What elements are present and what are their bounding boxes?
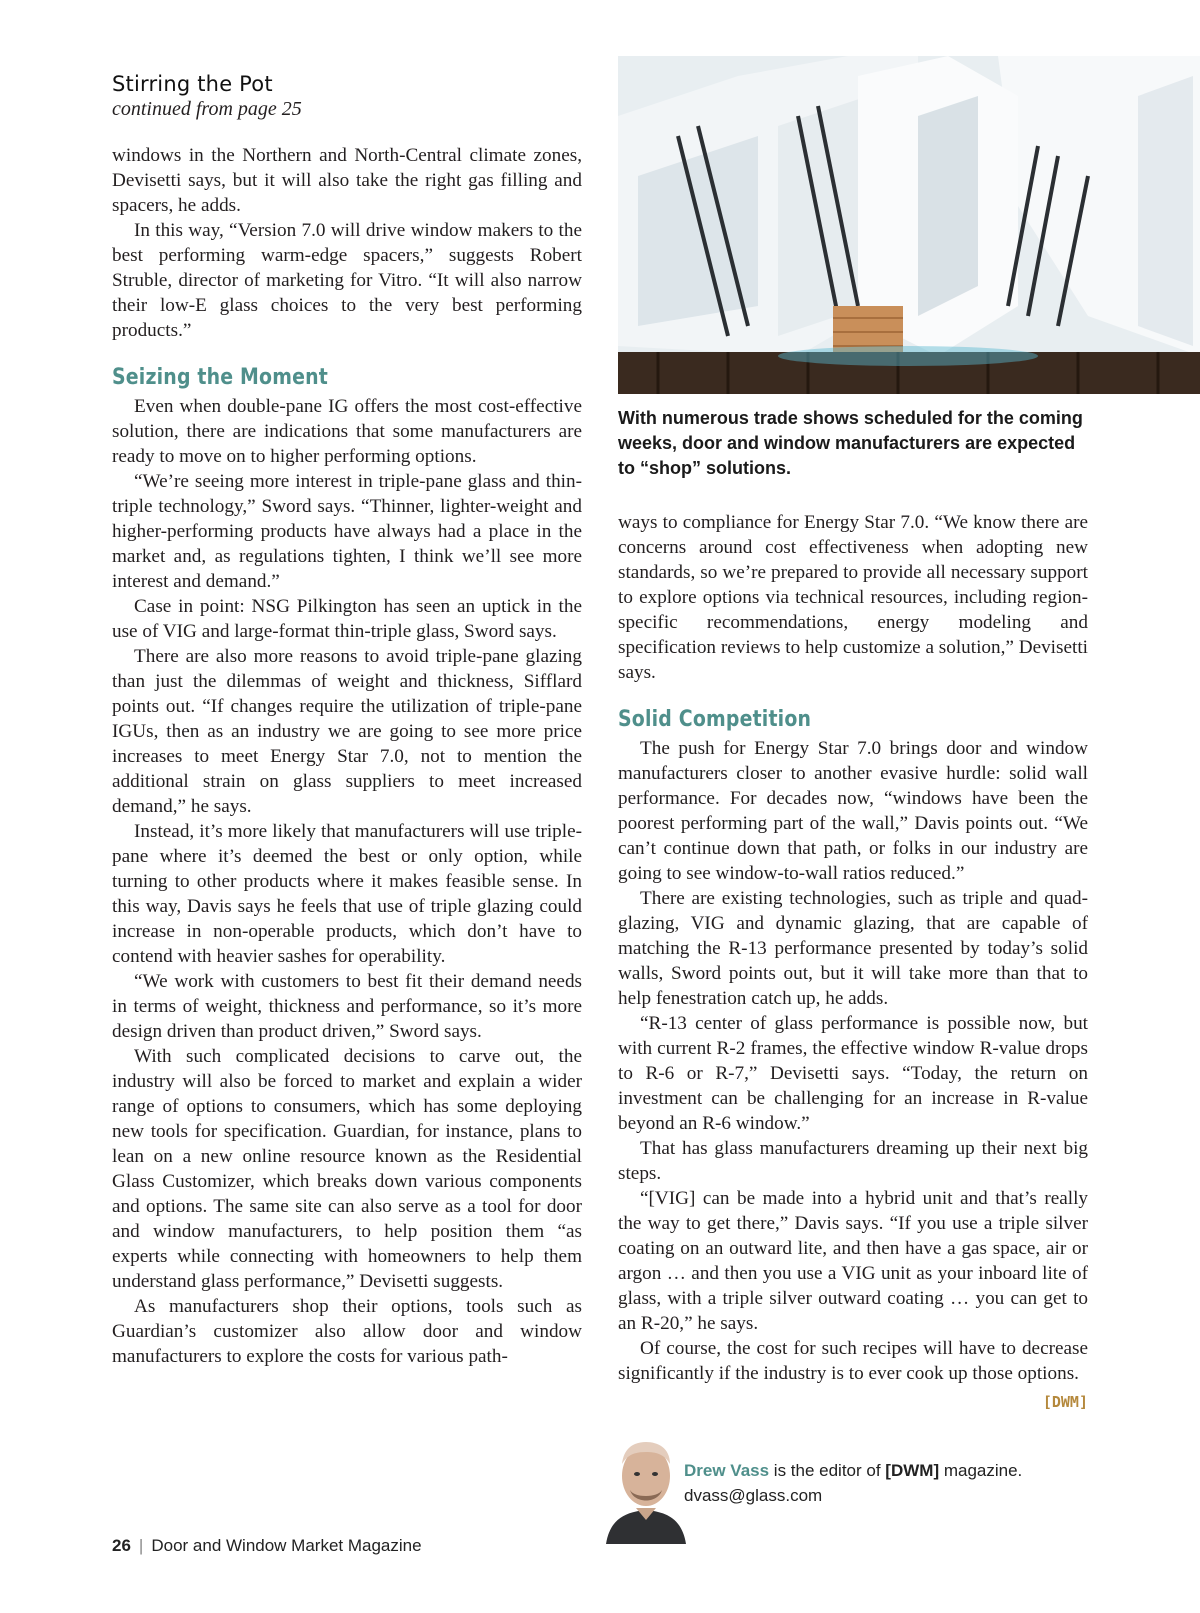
page-footer [112, 1536, 422, 1556]
photo-caption: With numerous trade shows scheduled for the coming weeks, door and window manufacturers are expected to “shop” solutions. [618, 408, 1083, 478]
paragraph: There are also more reasons to avoid triple-pane glazing than just the dilemmas of weight and thickness, Sifflard points out. “If changes require the utilization of triple-pane IGUs, then as an industry we are going to see more price increases to meet Energy Star 7.0, not to mention the additional strain on glass suppliers to meet increased demand,” he says. [112, 646, 582, 817]
publication-name: Door and Window Market Magazine [151, 1536, 422, 1555]
author-portrait [600, 1424, 692, 1544]
bio-text-after: magazine. [939, 1461, 1023, 1480]
paragraph: “R-13 center of glass performance is possible now, but with current R-2 frames, the effective window R-value drops to R-6 or R-7,” Devisetti says. “Today, the return on investment can be challenging for an increase in R-value beyond an R-6 window.” [618, 1013, 1088, 1134]
paragraph: As manufacturers shop their options, tools such as Guardian’s customizer also allow door and window manufacturers to explore the costs for various path- [112, 1296, 582, 1367]
author-photo [600, 1424, 692, 1544]
paragraph: Case in point: NSG Pilkington has seen an uptick in the use of VIG and large-format thin-triple glass, Sword says. [112, 596, 582, 642]
author-name: Drew Vass [684, 1461, 770, 1480]
window-profiles-photo [618, 56, 1200, 394]
window-profiles-illustration [618, 56, 1200, 394]
paragraph: “[VIG] can be made into a hybrid unit and that’s really the way to get there,” Davis says. “If you use a triple silver coating on an outward lite, and then have a gas space, air or argon … and then you use a VIG unit as your inboard lite of glass, with a triple silver outward coating … you can get to an R-20,” he says. [618, 1188, 1088, 1334]
right-column [618, 510, 1088, 1415]
bio-text-before: is the editor of [769, 1461, 886, 1480]
paragraph: “We’re seeing more interest in triple-pane glass and thin-triple technology,” Sword says. “Thinner, lighter-weight and higher-performing products have always had a place in the market and, as regulations tighten, I think we’ll see more interest and demand.” [112, 471, 582, 592]
paragraph-text: Of course, the cost for such recipes will have to decrease significantly if the industry is to ever cook up those options. [618, 1338, 1088, 1384]
bio-magazine: [DWM] [885, 1461, 940, 1480]
paragraph: There are existing technologies, such as triple and quad-glazing, VIG and dynamic glazing, that are capable of matching the R-13 performance presented by today’s solid walls, Sword points out, but it will take more than that to help fenestration catch up, he adds. [618, 888, 1088, 1009]
left-column [112, 72, 582, 1369]
author-line [684, 1458, 1022, 1483]
paragraph [618, 1336, 1088, 1411]
paragraph: ways to compliance for Energy Star 7.0. “We know there are concerns around cost effectiveness when adopting new standards, so we’re prepared to provide all necessary support to explore options via technical resources, including region-specific recommendations, energy modeling and specification reviews to help customize a solution,” Devisetti says. [618, 512, 1088, 683]
paragraph: That has glass manufacturers dreaming up their next big steps. [618, 1138, 1088, 1184]
paragraph: Even when double-pane IG offers the most cost-effective solution, there are indications that some manufacturers are ready to move on to higher performing options. [112, 396, 582, 467]
paragraph: With such complicated decisions to carve out, the industry will also be forced to market and explain a wider range of options to consumers, which has some deploying new tools for specification. Guardian, for instance, plans to lean on a new online resource known as the Residential Glass Customizer, which breaks down various components and options. The same site can also serve as a tool for door and window manufacturers, to help position them “as experts while connecting with homeowners to help them understand glass performance,” Devisetti suggests. [112, 1046, 582, 1292]
paragraph: “We work with customers to best fit their demand needs in terms of weight, thickness and performance, so it’s more design driven than product driven,” Sword says. [112, 971, 582, 1042]
subhead-seizing-the-moment: Seizing the Moment [112, 365, 328, 390]
paragraph: windows in the Northern and North-Central climate zones, Devisetti says, but it will also take the right gas filling and spacers, he adds. [112, 145, 582, 216]
section-kicker: Stirring the Pot [112, 72, 273, 96]
author-bio-text [684, 1458, 1022, 1508]
subhead-solid-competition: Solid Competition [618, 707, 812, 732]
continued-note: continued from page 25 [112, 98, 302, 120]
footer-separator: | [138, 1536, 144, 1555]
author-bio [600, 1424, 1100, 1544]
paragraph: In this way, “Version 7.0 will drive window makers to the best performing warm-edge spacers,” suggests Robert Struble, director of marketing for Vitro. “It will also narrow their low-E glass choices to the very best performing products.” [112, 220, 582, 341]
paragraph: Instead, it’s more likely that manufacturers will use triple-pane where it’s deemed the best or only option, while turning to other products where it makes feasible sense. In this way, Davis says he feels that use of triple glazing could increase in non-operable products, which don’t have to contend with heavier sashes for operability. [112, 821, 582, 967]
author-email: dvass@glass.com [684, 1486, 823, 1505]
page-number: 26 [112, 1536, 131, 1555]
end-mark: [DWM] [1042, 1393, 1088, 1411]
paragraph: The push for Energy Star 7.0 brings door and window manufacturers closer to another evasive hurdle: solid wall performance. For decades now, “windows have been the poorest performing part of the wall,” Davis points out. “We can’t continue down that path, or folks in our industry are going to see window-to-wall ratios reduced.” [618, 738, 1088, 884]
